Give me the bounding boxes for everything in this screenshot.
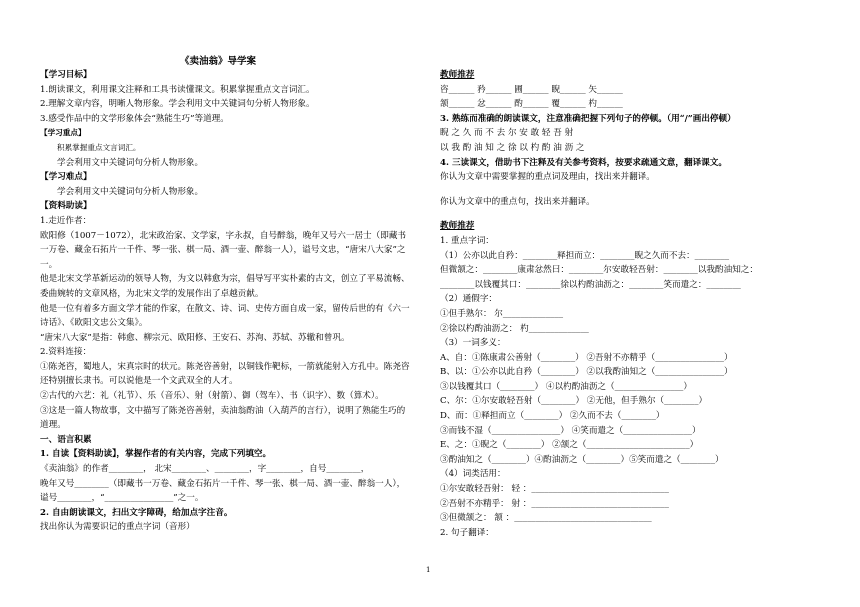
right-line: （1）公亦以此自矜：________释担而立：________睨之久而不去：________	[440, 250, 730, 261]
right-line	[440, 185, 820, 195]
right-line: ③但微颔之： 颔 ：________________________________	[440, 513, 652, 524]
left-line: 【学习目标】	[40, 70, 92, 80]
right-line: ①但手熟尔： 尔______________	[440, 308, 564, 319]
left-column	[40, 68, 412, 535]
page-number: 1	[426, 566, 431, 574]
right-line: ③而钱不湿（________________） ④笑而遣之（________________）	[440, 425, 701, 436]
left-line: 《卖油翁》的作者________， 北宋________、________，字________，自号________，	[40, 464, 370, 475]
right-line: 颔______ 忿______ 酌______ 覆______ 杓______	[440, 99, 623, 110]
right-line: 教师推荐	[440, 70, 475, 80]
right-line: ③酌油知之（________）④酌油沥之（________）⑤笑而遣之（________）	[440, 454, 724, 465]
left-line: 一、语言积累	[40, 434, 92, 445]
right-line: D、而：①释担而立（________） ②久而不去（________）	[440, 411, 665, 422]
left-line: 他是北宋文学革新运动的领导人物，为文以韩愈为宗，倡导写平实朴素的古文，创立了平易流畅、委曲婉转的文章风格，为北宋文学的发展作出了卓越贡献。	[40, 274, 410, 299]
right-line: 1. 重点字词：	[440, 235, 494, 246]
right-line: 4. 三读课文，借助书下注释及有关参考资料，按要求疏通文意，翻译课文。	[440, 157, 727, 168]
right-line: 3. 熟练而准确的朗读课文，注意准确把握下列句子的停顿。（用“/”画出停顿）	[440, 113, 736, 124]
right-line: 但微颔之：________康肃忿然曰：________尔安敢轻吾射：________以我酌油知之：	[440, 265, 758, 276]
left-line: 【学习难点】	[40, 172, 92, 183]
right-line: （2）通假字：	[440, 294, 498, 305]
right-line: B、以：①公亦以此自矜（________） ②以我酌油知之（________________）	[440, 367, 733, 378]
right-line: A、自：①陈康肃公善射（________） ②吾射不亦精乎（________________）	[440, 352, 733, 363]
right-line: ②吾射不亦精乎： 射 ：________________________________	[440, 498, 669, 509]
right-line: 你认为文章中需要掌握的重点词及理由，找出来并翻译。	[440, 172, 655, 183]
right-line: 咨______ 矜______ 圃______ 睨______ 矢______	[440, 84, 623, 95]
right-line: ________以钱覆其口：________徐以杓酌油沥之：________笑而遣之：________	[440, 279, 741, 290]
left-line: ①陈尧咨，蜀地人，宋真宗时的状元。陈尧咨善射，以铜钱作靶标，一箭就能射入方孔中。陈尧咨还特别擅长隶书。可以说他是一个文武双全的人才。	[40, 361, 410, 387]
left-line: 【资料助读】	[40, 201, 92, 212]
left-line: 找出你认为需要识记的重点字词（音形）	[40, 522, 195, 533]
right-column	[440, 68, 820, 540]
left-line: 1. 自读【资料助读】，掌握作者的有关内容，完成下列填空。	[40, 449, 272, 460]
left-line: 积累掌握重点文言词汇。	[57, 142, 141, 152]
right-line: 睨 之 久 而 不 去 尔 安 敢 轻 吾 射	[440, 128, 574, 139]
right-line: 你认为文章中的重点句，找出来并翻译。	[440, 196, 595, 207]
right-line: 以 我 酌 油 知 之 徐 以 杓 酌 油 沥 之	[440, 142, 585, 153]
left-line: 晚年又号________（即藏书一万卷、藏金石拓片一千件、琴一张、棋一局、酒一壶、醉翁一人），谥号________，“________________”之一。	[40, 478, 406, 504]
right-line: ③以钱覆其口（________） ④以杓酌油沥之（________________）	[440, 381, 692, 392]
left-line: 2. 自由朗读课文，扫出文字障碍，给加点字注音。	[40, 507, 233, 518]
right-line: （4）词类活用：	[440, 469, 506, 480]
left-line: ③这是一篇人物故事，文中描写了陈尧咨善射，卖油翁酌油（入葫芦的言行），说明了熟能生巧的道理。	[40, 405, 406, 431]
left-line: 2.资料连接：	[40, 347, 92, 358]
left-line: 学会利用文中关键词句分析人物形象。	[57, 157, 204, 168]
right-line: ②徐以杓酌油沥之： 杓______________	[440, 323, 589, 334]
right-line: ①尔安敢轻吾射： 轻 ：________________________________	[440, 484, 669, 495]
right-line: （3）一词多义：	[440, 338, 506, 349]
right-line: C、尔：①尔安敢轻吾射（________） ②无他，但手熟尔（________）	[440, 396, 708, 407]
left-line: 1.走近作者：	[40, 215, 92, 226]
left-line: ②古代的六艺：礼（礼节）、乐（音乐）、射（射箭）、御（驾车）、书（识字）、数（算术）。	[40, 391, 384, 402]
left-line: “唐宋八大家”是指：韩愈、柳宗元、欧阳修、王安石、苏洵、苏轼、苏辙和曾巩。	[40, 332, 350, 343]
left-line: 1.朗读课文，利用课文注释和工具书读懂课文。积累掌握重点文言词汇。	[40, 84, 315, 95]
right-line: 2. 句子翻译：	[440, 527, 494, 538]
left-line: 2.理解文章内容，明晰人物形象。学会利用文中关键词句分析人物形象。	[40, 99, 315, 110]
right-line	[440, 209, 820, 219]
right-line: 教师推荐	[440, 221, 475, 232]
right-line: E、之：①睨之（________） ②颔之（________________________）	[440, 440, 699, 451]
left-line: 【学习重点】	[40, 128, 86, 138]
left-line: 3.感受作品中的文学形象体会“熟能生巧”等道理。	[40, 113, 229, 124]
page-title: 《卖油翁》导学案	[180, 56, 257, 67]
left-line: 欧阳修（1007－1072），北宋政治家、文学家，字永叔，自号醉翁，晚年又号六一居士（即藏书一万卷、藏金石拓片一千件、琴一张、棋一局、酒一壶、醉翁一人），谥号文忠，“唐宋八大家”之一。	[40, 230, 407, 270]
left-line: 他是一位有着多方面文学才能的作家，在散文、诗、词、史传方面自成一家，留传后世的有《六一诗话》、《欧阳文忠公文集》。	[40, 303, 410, 329]
left-line: 学会利用文中关键词句分析人物形象。	[57, 186, 204, 197]
